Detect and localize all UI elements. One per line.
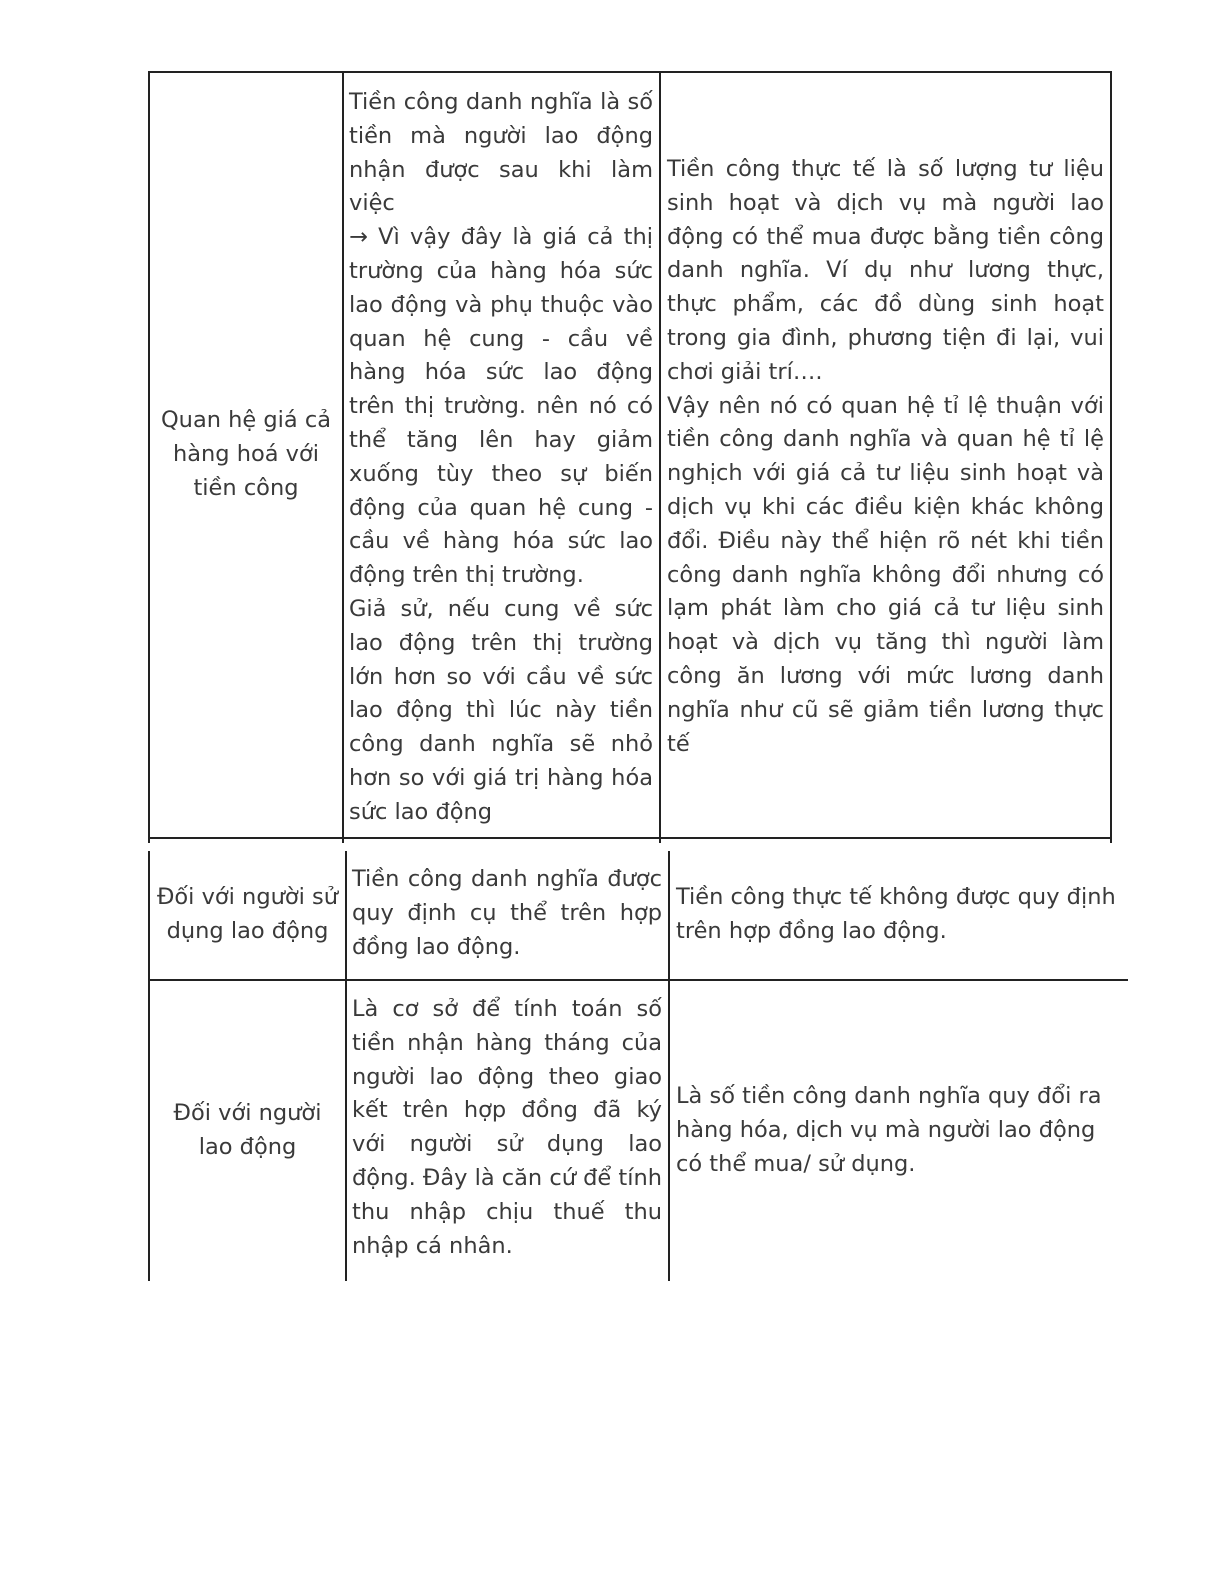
table1-right-border	[1110, 71, 1112, 843]
nominal-wage-cell-2: Tiền công danh nghĩa được quy định cụ thể trên hợp đồng lao động.	[352, 866, 662, 960]
table1-divider-1	[342, 71, 344, 843]
table1-bottom-border	[148, 837, 1112, 839]
nominal-paragraph: Giả sử, nếu cung về sức lao động trên thị trường lớn hơn so với cầu về sức lao động thì lúc này tiền công danh nghĩa sẽ nhỏ hơn so với giá trị hàng hóa sức lao động	[349, 595, 653, 825]
real-wage-cell-3: Là số tiền công danh nghĩa quy đổi ra hàng hóa, dịch vụ mà người lao động có thể mua/ sử dụng.	[676, 1083, 1102, 1177]
table2-divider-1	[345, 851, 347, 1281]
real-wage-cell-1	[667, 153, 1104, 761]
real-paragraph: Vậy nên nó có quan hệ tỉ lệ thuận với tiền công danh nghĩa và quan hệ tỉ lệ nghịch với giá cả tư liệu sinh hoạt và dịch vụ khi các điều kiện khác không đổi. Điều này thể hiện rõ nét khi tiền công danh nghĩa không đổi nhưng có lạm phát làm cho giá cả tư liệu sinh hoạt và dịch vụ tăng thì người làm công ăn lương với mức lương danh nghĩa như cũ sẽ giảm tiền lương thực tế	[667, 392, 1104, 757]
row-label-employer: Đối với người sử dụng lao động	[156, 884, 339, 944]
nominal-paragraph: Tiền công danh nghĩa là số tiền mà người lao động nhận được sau khi làm việc	[349, 89, 653, 217]
real-wage-cell-2: Tiền công thực tế không được quy định trên hợp đồng lao động.	[676, 884, 1116, 944]
real-paragraph: Tiền công thực tế là số lượng tư liệu sinh hoạt và dịch vụ mà người lao động có thể mua được bằng tiền công danh nghĩa. Ví dụ như lương thực, thực phẩm, các đồ dùng sinh hoạt trong gia đình, phương tiện đi lại, vui chơi giải trí….	[667, 156, 1104, 385]
table1-divider-2	[659, 71, 661, 843]
nominal-wage-cell-3: Là cơ sở để tính toán số tiền nhận hàng tháng của người lao động theo giao kết trên hợp đồng đã ký với người sử dụng lao động. Đây là căn cứ để tính thu nhập chịu thuế thu nhập cá nhân.	[352, 996, 663, 1259]
row-label-price-relation: Quan hệ giá cả hàng hoá với tiền công	[160, 407, 332, 501]
nominal-wage-cell-1	[349, 86, 653, 830]
table2-divider-2	[668, 851, 670, 1281]
row-label-employee: Đối với người lao động	[173, 1100, 322, 1160]
nominal-paragraph: → Vì vậy đây là giá cả thị trường của hàng hóa sức lao động và phụ thuộc vào quan hệ cung - cầu về hàng hóa sức lao động trên thị trường. nên nó có thể tăng lên hay giảm xuống tùy theo sự biến động của quan hệ cung - cầu về hàng hóa sức lao động trên thị trường.	[349, 224, 653, 589]
